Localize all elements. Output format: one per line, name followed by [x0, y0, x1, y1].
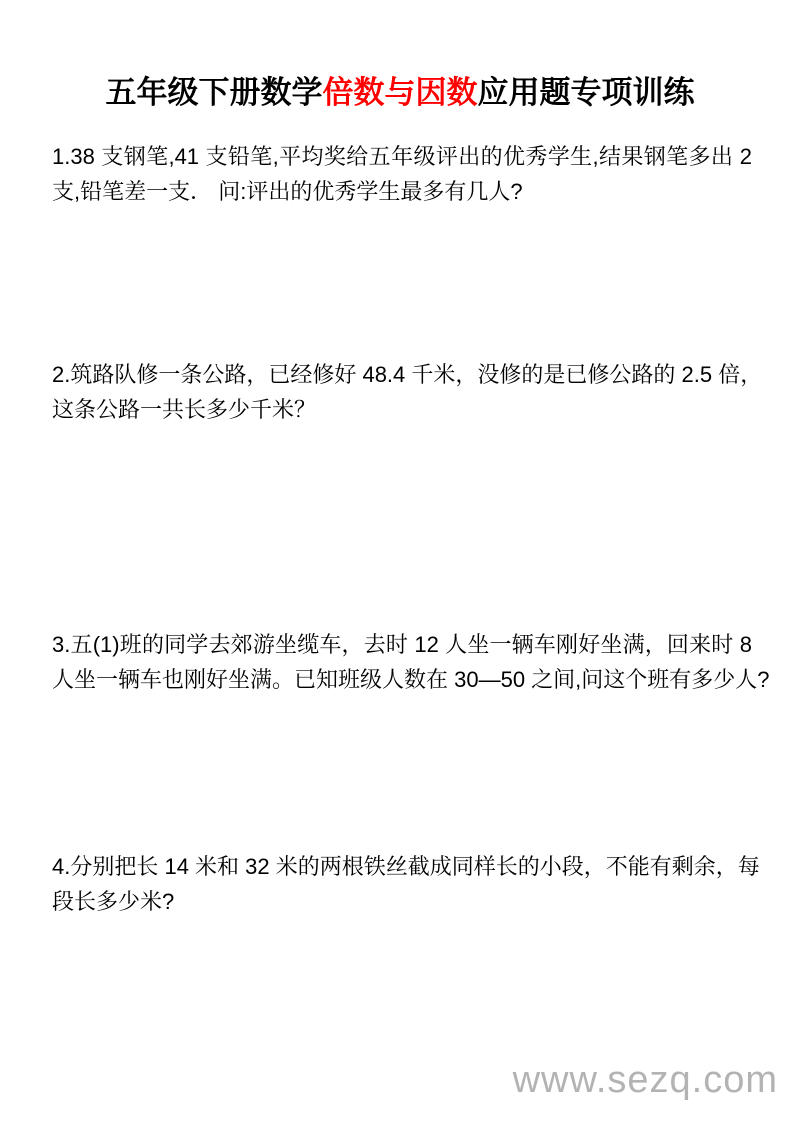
watermark: www.sezq.com: [512, 1059, 778, 1101]
problem-2-line-1: 2.筑路队修一条公路，已经修好 48.4 千米，没修的是已修公路的 2.5 倍，: [52, 362, 763, 387]
problem-2-line-2: 这条公路一共长多少千米？: [52, 397, 317, 422]
problem-2: [52, 357, 763, 427]
problem-4-line-1: 4.分别把长 14 米和 32 米的两根铁丝截成同样长的小段，不能有剩余，每: [52, 854, 760, 879]
problem-4: [52, 849, 760, 919]
problem-1: [52, 139, 752, 209]
title-part-2: 应用题专项训练: [477, 75, 695, 110]
problem-4-line-2: 段长多少米?: [52, 889, 175, 914]
page-title: [0, 73, 800, 113]
title-highlight: 倍数与因数: [322, 75, 478, 110]
title-part-1: 五年级下册数学: [105, 75, 323, 110]
problem-3-line-2: 人坐一辆车也刚好坐满。已知班级人数在 30—50 之间,问这个班有多少人?: [52, 667, 770, 692]
problem-3: [52, 627, 770, 697]
problem-3-line-1: 3.五(1)班的同学去郊游坐缆车，去时 12 人坐一辆车刚好坐满，回来时 8: [52, 632, 752, 657]
problem-1-line-2: 支,铅笔差一支． 问:评出的优秀学生最多有几人?: [52, 179, 523, 204]
problem-1-line-1: 1.38 支钢笔,41 支铅笔,平均奖给五年级评出的优秀学生,结果钢笔多出 2: [52, 144, 752, 169]
